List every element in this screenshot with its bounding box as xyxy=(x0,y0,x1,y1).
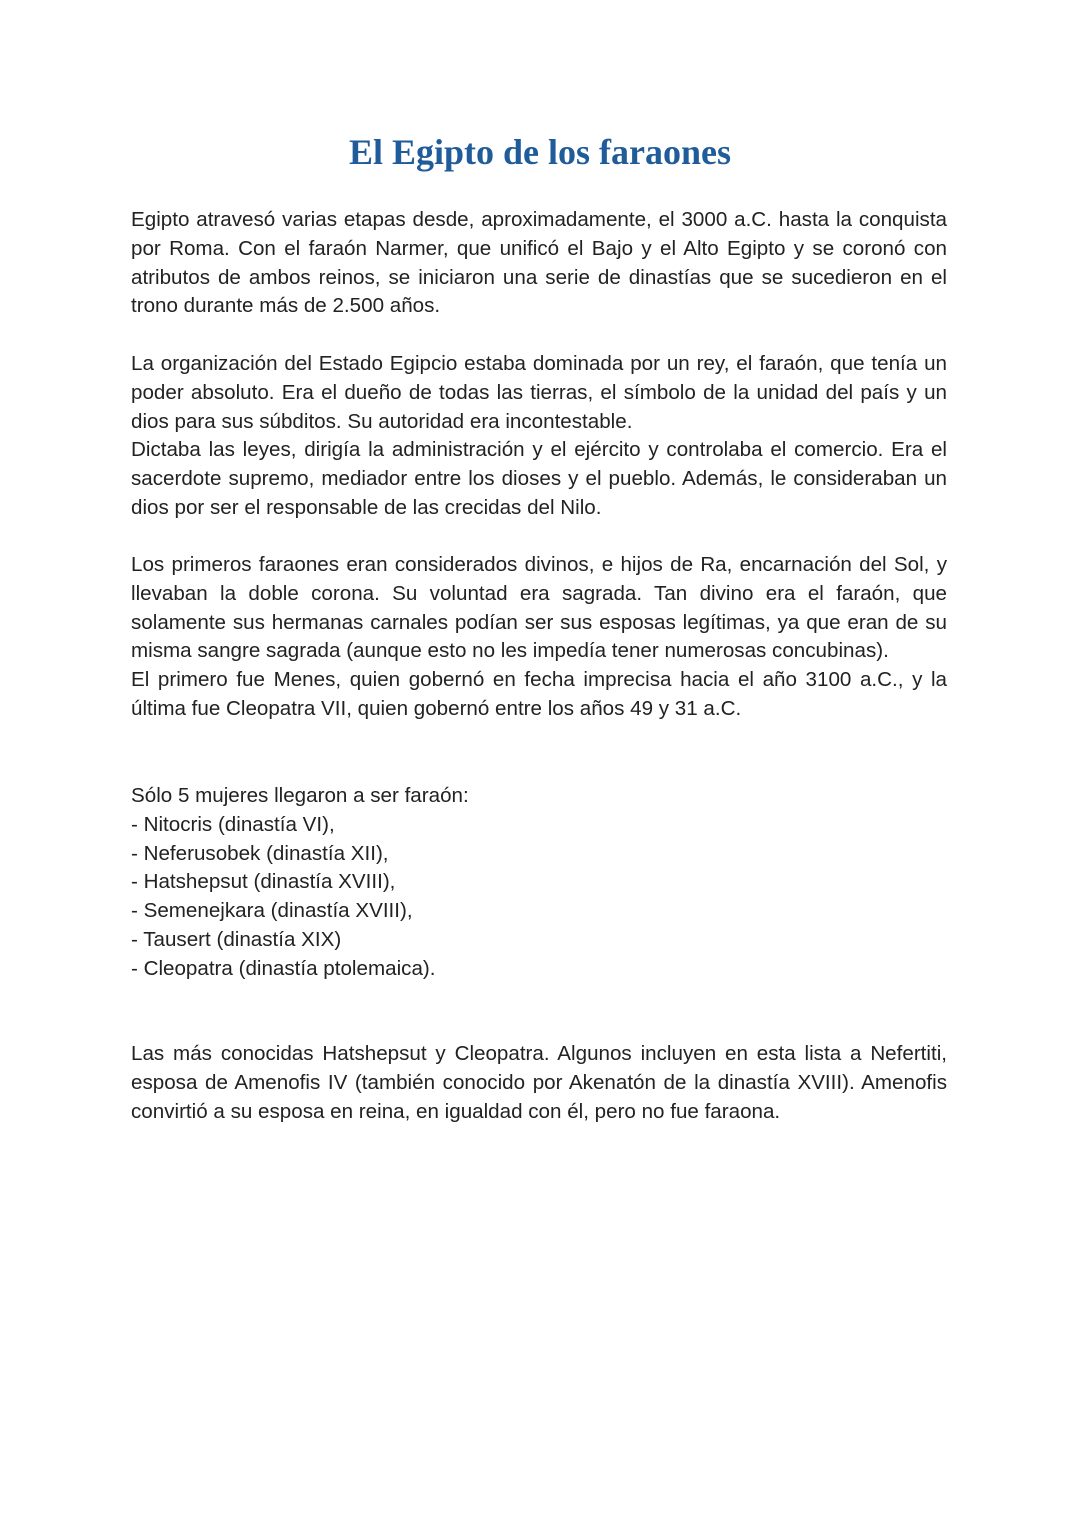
women-pharaohs-section xyxy=(131,782,947,984)
page-title: El Egipto de los faraones xyxy=(348,132,732,172)
list-item: - Tausert (dinastía XIX) xyxy=(131,927,342,951)
paragraph-text: La organización del Estado Egipcio estaba dominada por un rey, el faraón, que tenía un poder absoluto. Era el dueño de todas las tierras, el símbolo de la unidad del país y un dios para sus súbditos. Su autoridad era incontestable. xyxy=(131,352,947,433)
paragraph-best-known xyxy=(131,1040,947,1126)
list-item: - Neferusobek (dinastía XII), xyxy=(131,841,389,865)
paragraph-text: Los primeros faraones eran considerados divinos, e hijos de Ra, encarnación del Sol, y llevaban la doble corona. Su voluntad era sagrada. Tan divino era el faraón, que solamente sus hermanas carnales podían ser sus esposas legítimas, ya que eran de su misma sangre sagrada (aunque esto no les impedía tener numerosas concubinas). xyxy=(131,553,947,663)
list-item: - Hatshepsut (dinastía XVIII), xyxy=(131,870,396,894)
paragraph-intro xyxy=(131,206,947,321)
list-item: - Cleopatra (dinastía ptolemaica). xyxy=(131,956,436,980)
paragraph-text: Las más conocidas Hatshepsut y Cleopatra. Algunos incluyen en esta lista a Nefertiti, esposa de Amenofis IV (también conocido por Akenatón de la dinastía XVIII). Amenofis convirtió a su esposa en reina, en igualdad con él, pero no fue faraona. xyxy=(131,1042,947,1123)
paragraph-text: Egipto atravesó varias etapas desde, aproximadamente, el 3000 a.C. hasta la conquista por Roma. Con el faraón Narmer, que unificó el Bajo y el Alto Egipto y se coronó con atributos de ambos reinos, se iniciaron una serie de dinastías que se sucedieron en el trono durante más de 2.500 años. xyxy=(131,208,947,318)
paragraph-state-organization xyxy=(131,350,947,523)
women-pharaohs-list xyxy=(131,811,947,984)
list-intro: Sólo 5 mujeres llegaron a ser faraón: xyxy=(131,784,469,807)
paragraph-text: Dictaba las leyes, dirigía la administración y el ejército y controlaba el comercio. Era el sacerdote supremo, mediador entre los dioses y el pueblo. Además, le consideraban un dios por ser el responsable de las crecidas del Nilo. xyxy=(131,438,947,519)
list-item: - Semenejkara (dinastía XVIII), xyxy=(131,899,413,923)
paragraph-divine-pharaohs xyxy=(131,551,947,724)
list-item: - Nitocris (dinastía VI), xyxy=(131,812,335,836)
paragraph-text: El primero fue Menes, quien gobernó en fecha imprecisa hacia el año 3100 a.C., y la última fue Cleopatra VII, quien gobernó entre los años 49 y 31 a.C. xyxy=(131,668,947,720)
